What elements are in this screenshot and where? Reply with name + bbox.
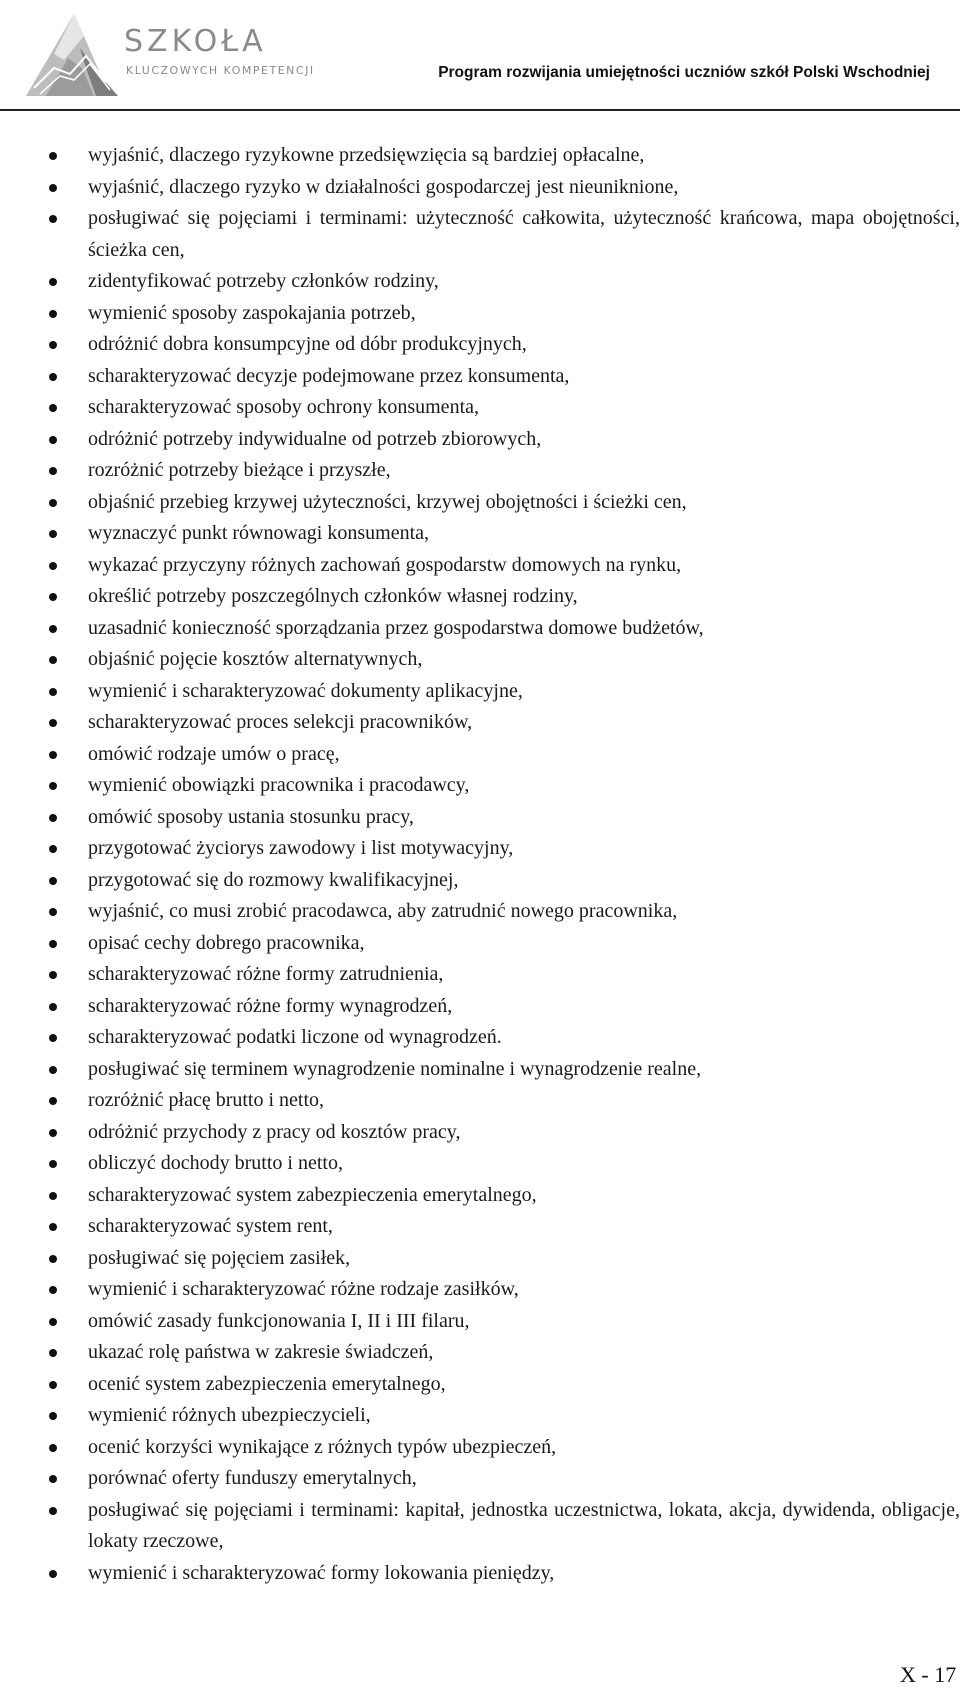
list-item-text: scharakteryzować system zabezpieczenia emerytalnego, xyxy=(88,1183,537,1206)
bullet-icon xyxy=(49,1286,57,1294)
bullet-icon xyxy=(49,373,57,381)
list-item-text: porównać oferty funduszy emerytalnych, xyxy=(88,1467,417,1489)
list-item xyxy=(0,1400,960,1432)
list-item-text: wymienić i scharakteryzować dokumenty aplikacyjne, xyxy=(88,679,523,702)
bullet-icon xyxy=(49,184,57,192)
logo-title: SZKOŁA xyxy=(124,24,267,59)
bullet-icon xyxy=(49,1066,57,1074)
bullet-icon xyxy=(49,1129,57,1137)
list-item-text: ocenić korzyści wynikające z różnych typów ubezpieczeń, xyxy=(88,1435,557,1458)
list-item-text: odróżnić przychody z pracy od kosztów pracy, xyxy=(88,1120,461,1143)
bullet-icon xyxy=(49,782,57,790)
bullet-icon xyxy=(49,341,57,349)
bullet-icon xyxy=(49,467,57,475)
list-item-text: rozróżnić potrzeby bieżące i przyszłe, xyxy=(88,459,391,481)
list-item xyxy=(0,833,960,865)
list-item-text: omówić rodzaje umów o pracę, xyxy=(88,742,340,765)
list-item-text: scharakteryzować proces selekcji pracowników, xyxy=(88,711,473,733)
list-item xyxy=(0,329,960,361)
list-item xyxy=(0,991,960,1023)
bullet-icon xyxy=(49,404,57,412)
list-item-text: wymienić sposoby zaspokajania potrzeb, xyxy=(88,301,416,324)
bullet-icon xyxy=(49,1255,57,1263)
document-body xyxy=(0,140,960,1589)
bullet-list xyxy=(0,140,960,1589)
list-item-text: posługiwać się pojęciami i terminami: użyteczność całkowita, użyteczność krańcowa, mapa obojętności, ścieżka cen, xyxy=(88,207,960,261)
list-item xyxy=(0,1463,960,1495)
list-item xyxy=(0,1211,960,1243)
list-item-text: wyjaśnić, dlaczego ryzykowne przedsięwzięcia są bardziej opłacalne, xyxy=(88,144,645,166)
list-item-text: wymienić obowiązki pracownika i pracodawcy, xyxy=(88,774,470,796)
list-item-text: rozróżnić płacę brutto i netto, xyxy=(88,1089,325,1111)
bullet-icon xyxy=(49,625,57,633)
list-item xyxy=(0,1558,960,1590)
bullet-icon xyxy=(49,215,57,223)
list-item-text: uzasadnić konieczność sporządzania przez gospodarstwa domowe budżetów, xyxy=(88,616,704,639)
list-item-text: określić potrzeby poszczególnych członków własnej rodziny, xyxy=(88,585,578,607)
list-item xyxy=(0,1148,960,1180)
list-item-text: przygotować życiorys zawodowy i list motywacyjny, xyxy=(88,837,514,859)
bullet-icon xyxy=(49,845,57,853)
list-item xyxy=(0,896,960,928)
list-item xyxy=(0,518,960,550)
list-item xyxy=(0,1274,960,1306)
bullet-icon xyxy=(49,436,57,444)
list-item-text: obliczyć dochody brutto i netto, xyxy=(88,1152,343,1174)
list-item-text: wyjaśnić, co musi zrobić pracodawca, aby zatrudnić nowego pracownika, xyxy=(88,900,678,922)
logo xyxy=(24,8,344,100)
bullet-icon xyxy=(49,1097,57,1105)
bullet-icon xyxy=(49,908,57,916)
list-item xyxy=(0,487,960,519)
bullet-icon xyxy=(49,1003,57,1011)
list-item-text: scharakteryzować różne formy wynagrodzeń, xyxy=(88,994,453,1017)
list-item xyxy=(0,1180,960,1212)
page-number: X - 17 xyxy=(900,1662,957,1687)
bullet-icon xyxy=(49,1475,57,1483)
list-item-text: objaśnić pojęcie kosztów alternatywnych, xyxy=(88,648,423,670)
list-item-text: zidentyfikować potrzeby członków rodziny, xyxy=(88,270,439,292)
bullet-icon xyxy=(49,1034,57,1042)
list-item xyxy=(0,140,960,172)
list-item-text: wyznaczyć punkt równowagi konsumenta, xyxy=(88,522,430,544)
bullet-icon xyxy=(49,310,57,318)
list-item-text: scharakteryzować podatki liczone od wynagrodzeń. xyxy=(88,1026,502,1048)
list-item-text: omówić sposoby ustania stosunku pracy, xyxy=(88,805,414,828)
bullet-icon xyxy=(49,656,57,664)
list-item xyxy=(0,644,960,676)
list-item xyxy=(0,298,960,330)
header-divider xyxy=(0,109,960,111)
bullet-icon xyxy=(49,751,57,759)
bullet-icon xyxy=(49,877,57,885)
list-item-text: przygotować się do rozmowy kwalifikacyjnej, xyxy=(88,868,459,891)
bullet-icon xyxy=(49,1192,57,1200)
list-item-text: scharakteryzować decyzje podejmowane przez konsumenta, xyxy=(88,364,570,387)
list-item-text: wymienić i scharakteryzować formy lokowania pieniędzy, xyxy=(88,1561,555,1584)
bullet-icon xyxy=(49,1381,57,1389)
page-header xyxy=(0,0,960,112)
list-item xyxy=(0,424,960,456)
list-item-text: odróżnić potrzeby indywidualne od potrzeb zbiorowych, xyxy=(88,427,542,450)
list-item-text: wymienić różnych ubezpieczycieli, xyxy=(88,1404,371,1426)
list-item-text: ocenić system zabezpieczenia emerytalnego, xyxy=(88,1372,446,1395)
list-item-text: odróżnić dobra konsumpcyjne od dóbr produkcyjnych, xyxy=(88,333,527,355)
list-item xyxy=(0,1432,960,1464)
bullet-icon xyxy=(49,1570,57,1578)
list-item-text: objaśnić przebieg krzywej użyteczności, krzywej obojętności i ścieżki cen, xyxy=(88,490,687,513)
bullet-icon xyxy=(49,1318,57,1326)
list-item xyxy=(0,1306,960,1338)
list-item xyxy=(0,1369,960,1401)
list-item xyxy=(0,865,960,897)
bullet-icon xyxy=(49,688,57,696)
bullet-icon xyxy=(49,562,57,570)
list-item-text: wykazać przyczyny różnych zachowań gospodarstw domowych na rynku, xyxy=(88,553,682,576)
mountain-peak-logo-icon xyxy=(24,8,120,100)
list-item xyxy=(0,172,960,204)
bullet-icon xyxy=(49,1412,57,1420)
bullet-icon xyxy=(49,530,57,538)
bullet-icon xyxy=(49,593,57,601)
list-item xyxy=(0,392,960,424)
list-item xyxy=(0,1085,960,1117)
bullet-icon xyxy=(49,971,57,979)
list-item xyxy=(0,455,960,487)
bullet-icon xyxy=(49,1507,57,1515)
bullet-icon xyxy=(49,152,57,160)
list-item xyxy=(0,1243,960,1275)
list-item xyxy=(0,959,960,991)
bullet-icon xyxy=(49,1349,57,1357)
list-item xyxy=(0,613,960,645)
bullet-icon xyxy=(49,1444,57,1452)
list-item xyxy=(0,1022,960,1054)
list-item-text: wyjaśnić, dlaczego ryzyko w działalności gospodarczej jest nieuniknione, xyxy=(88,175,679,198)
list-item xyxy=(0,928,960,960)
list-item-text: scharakteryzować sposoby ochrony konsumenta, xyxy=(88,396,479,418)
program-title: Program rozwijania umiejętności uczniów szkół Polski Wschodniej xyxy=(438,64,930,81)
bullet-icon xyxy=(49,1160,57,1168)
list-item-text: posługiwać się terminem wynagrodzenie nominalne i wynagrodzenie realne, xyxy=(88,1057,702,1080)
bullet-icon xyxy=(49,1223,57,1231)
list-item-text: posługiwać się pojęciem zasiłek, xyxy=(88,1246,351,1269)
list-item-text: scharakteryzować różne formy zatrudnienia, xyxy=(88,963,444,985)
list-item xyxy=(0,550,960,582)
list-item xyxy=(0,1495,960,1558)
logo-subtitle: KLUCZOWYCH KOMPETENCJI xyxy=(126,64,315,77)
list-item-text: wymienić i scharakteryzować różne rodzaje zasiłków, xyxy=(88,1278,519,1300)
list-item xyxy=(0,739,960,771)
bullet-icon xyxy=(49,278,57,286)
list-item xyxy=(0,581,960,613)
list-item xyxy=(0,770,960,802)
list-item xyxy=(0,266,960,298)
bullet-icon xyxy=(49,940,57,948)
bullet-icon xyxy=(49,814,57,822)
bullet-icon xyxy=(49,719,57,727)
list-item-text: ukazać rolę państwa w zakresie świadczeń, xyxy=(88,1341,434,1363)
list-item-text: scharakteryzować system rent, xyxy=(88,1215,333,1237)
list-item xyxy=(0,1117,960,1149)
bullet-icon xyxy=(49,499,57,507)
list-item xyxy=(0,361,960,393)
list-item-text: opisać cechy dobrego pracownika, xyxy=(88,931,365,954)
list-item-text: posługiwać się pojęciami i terminami: kapitał, jednostka uczestnictwa, lokata, akcja, dywidenda, obligacje, lokaty rzeczowe, xyxy=(88,1498,960,1552)
list-item xyxy=(0,676,960,708)
list-item xyxy=(0,1337,960,1369)
list-item xyxy=(0,707,960,739)
list-item xyxy=(0,802,960,834)
list-item-text: omówić zasady funkcjonowania I, II i III filaru, xyxy=(88,1309,470,1332)
list-item xyxy=(0,203,960,266)
list-item xyxy=(0,1054,960,1086)
